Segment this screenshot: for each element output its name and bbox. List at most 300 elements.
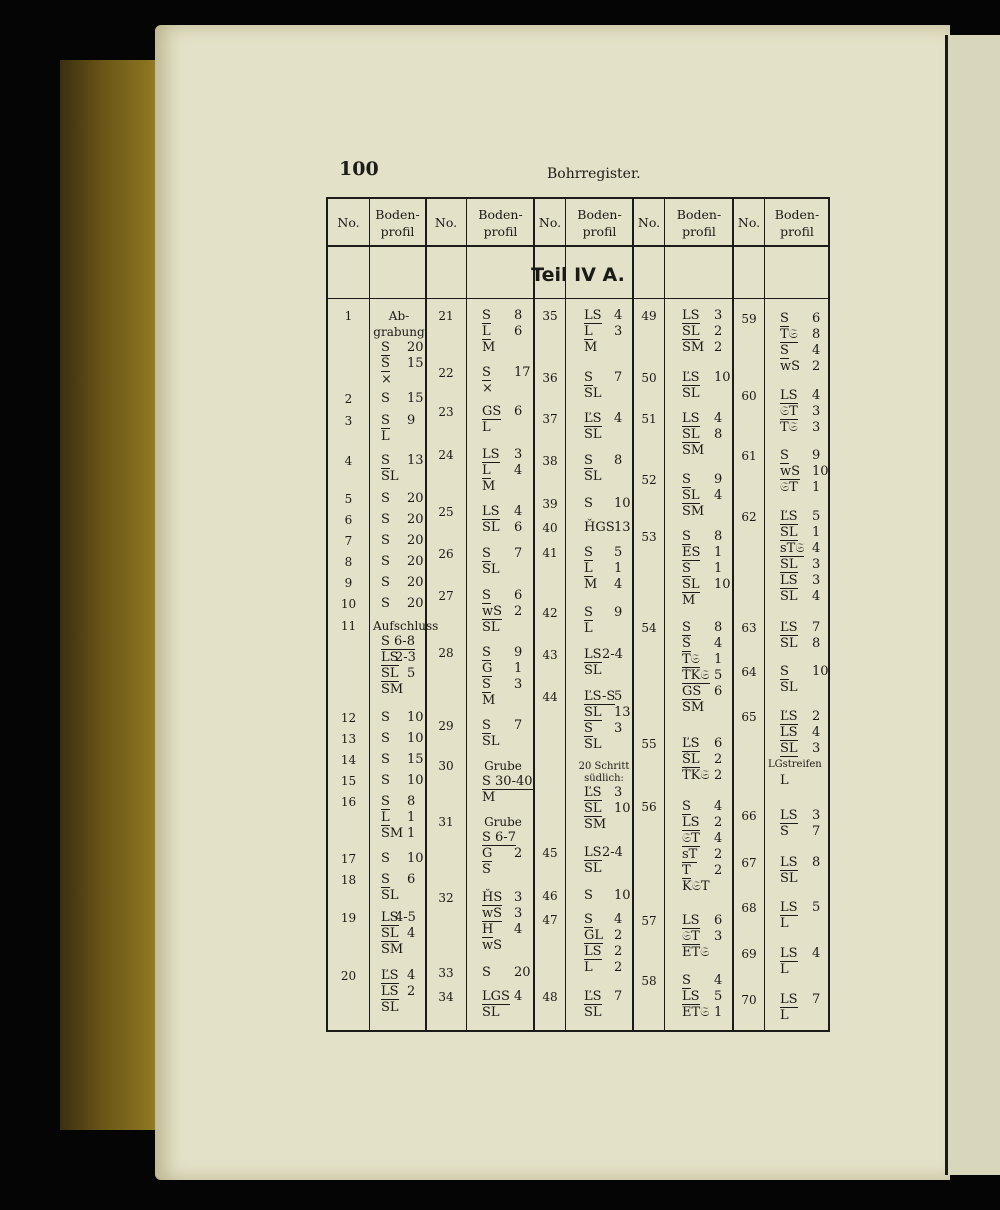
profile-symbol: L <box>780 916 789 931</box>
column-rule <box>632 199 634 1030</box>
profile-thickness: 10 <box>614 888 631 903</box>
profile-thickness: 4 <box>514 989 523 1004</box>
profile-symbol: Ab- <box>388 309 410 323</box>
soil-profile <box>373 453 425 485</box>
entry-number: 1 <box>344 309 353 323</box>
entry-number: 55 <box>641 737 657 751</box>
entry-number: 66 <box>741 809 757 823</box>
soil-profile <box>373 575 425 591</box>
entry-number: 13 <box>340 732 357 746</box>
profile-symbol: S 6-7 <box>482 830 516 845</box>
entry-number: 42 <box>542 606 558 620</box>
entry-number: 47 <box>542 913 558 927</box>
profile-symbol: S <box>584 545 593 560</box>
profile-symbol: wS <box>780 464 801 479</box>
entry-number: 7 <box>344 534 353 548</box>
profile-symbol: S <box>584 496 593 511</box>
soil-profile <box>474 965 532 981</box>
profile-thickness: 2 <box>614 960 623 975</box>
profile-thickness: 3 <box>812 741 821 756</box>
profile-thickness: 4-5 <box>395 910 416 925</box>
profile-symbol: S <box>482 365 491 380</box>
profile-symbol: M <box>482 790 496 805</box>
profile-symbol: S <box>682 799 691 814</box>
profile-thickness: 6 <box>714 736 723 751</box>
profile-symbol: S <box>780 448 789 463</box>
soil-profile <box>474 645 532 709</box>
soil-profile <box>373 731 425 747</box>
profile-symbol: T𝔖 <box>682 652 700 667</box>
profile-symbol: K𝔖T <box>682 879 710 894</box>
profile-symbol: S <box>381 596 390 611</box>
soil-profile <box>474 447 532 495</box>
entry-number: 45 <box>542 846 558 860</box>
profile-symbol: S <box>381 491 390 506</box>
profile-thickness: 20 <box>407 533 424 548</box>
profile-symbol: S <box>381 554 390 569</box>
profile-symbol: LS <box>381 650 399 665</box>
profile-symbol: wS <box>482 938 503 953</box>
profile-symbol: sT𝔖 <box>780 541 805 556</box>
profile-symbol: × <box>381 372 392 387</box>
profile-thickness: 7 <box>812 620 821 635</box>
profile-thickness: 20 <box>407 596 424 611</box>
profile-symbol: ĽS <box>584 411 602 426</box>
profile-symbol: wS <box>482 604 503 619</box>
profile-thickness: 2 <box>714 340 723 355</box>
entry-number: 46 <box>542 889 558 903</box>
soil-profile <box>474 814 532 878</box>
profile-thickness: 8 <box>812 855 821 870</box>
column-rule <box>664 199 665 1030</box>
profile-symbol: LGstreifen <box>768 759 822 770</box>
profile-symbol: H <box>482 922 494 937</box>
profile-symbol: ĽS <box>381 968 399 983</box>
profile-symbol: SL <box>482 562 500 577</box>
profile-thickness: 4 <box>714 973 723 988</box>
profile-symbol: S <box>780 311 789 326</box>
profile-symbol: S 6-8 <box>381 634 415 649</box>
profile-symbol: Aufschluss <box>373 619 439 633</box>
profile-thickness: 10 <box>407 851 424 866</box>
profile-thickness: 15 <box>407 356 424 371</box>
profile-symbol: LS <box>584 647 602 662</box>
profile-symbol: L <box>381 810 390 825</box>
entry-number: 41 <box>542 546 558 560</box>
profile-thickness: 20 <box>514 965 531 980</box>
profile-symbol: S <box>584 370 593 385</box>
soil-profile <box>674 308 732 356</box>
soil-profile <box>474 758 532 806</box>
profile-symbol: S <box>381 575 390 590</box>
soil-profile <box>674 973 732 1021</box>
soil-profile <box>772 855 828 887</box>
column-rule <box>369 199 370 1030</box>
profile-thickness: 6 <box>714 913 723 928</box>
profile-symbol: S <box>584 721 593 736</box>
profile-thickness: 4 <box>614 577 623 592</box>
profile-symbol: südlich: <box>584 773 624 784</box>
soil-profile <box>674 370 732 402</box>
profile-thickness: 6 <box>812 311 821 326</box>
entry-number: 43 <box>542 648 558 662</box>
soil-profile <box>373 773 425 789</box>
profile-thickness: 1 <box>714 652 723 667</box>
soil-profile <box>373 710 425 726</box>
profile-thickness: 2 <box>714 768 723 783</box>
profile-thickness: 4 <box>514 504 523 519</box>
entry-number: 22 <box>438 366 454 380</box>
profile-symbol: SL <box>682 324 700 339</box>
profile-thickness: 5 <box>714 989 723 1004</box>
entry-number: 19 <box>340 911 357 925</box>
profile-symbol: SM <box>682 340 705 355</box>
profile-thickness: 13 <box>614 705 631 720</box>
column-rule <box>425 199 427 1030</box>
profile-thickness: 6 <box>514 324 523 339</box>
profile-thickness: 3 <box>714 929 723 944</box>
profile-symbol: M <box>482 340 496 355</box>
profile-symbol: S <box>482 308 491 323</box>
profile-symbol: SM <box>381 682 404 697</box>
profile-symbol: LGS <box>482 989 510 1004</box>
entry-number: 21 <box>438 309 454 323</box>
profile-symbol: S <box>682 620 691 635</box>
profile-symbol: SM <box>682 504 705 519</box>
profile-thickness: 2 <box>812 709 821 724</box>
profile-thickness: 2 <box>514 604 523 619</box>
profile-symbol: 𝔖T <box>682 831 700 846</box>
profile-symbol: S <box>381 391 390 406</box>
entry-number: 53 <box>641 530 657 544</box>
profile-thickness: 15 <box>407 391 424 406</box>
profile-symbol: SL <box>381 888 399 903</box>
entry-number: 14 <box>340 753 357 767</box>
profile-thickness: 1 <box>812 525 821 540</box>
column-header-profil: Boden- profil <box>676 206 722 239</box>
profile-symbol: × <box>482 381 493 396</box>
profile-thickness: 2 <box>614 928 623 943</box>
soil-profile <box>474 588 532 636</box>
profile-symbol: SL <box>780 871 798 886</box>
profile-symbol: ĽS-S <box>584 689 616 704</box>
profile-thickness: 9 <box>614 605 623 620</box>
entry-number: 60 <box>741 389 757 403</box>
profile-symbol: ET𝔖 <box>682 1005 710 1020</box>
profile-symbol: sT <box>682 847 698 862</box>
profile-thickness: 17 <box>514 365 531 380</box>
profile-symbol: S <box>381 512 390 527</box>
profile-symbol: M <box>584 577 598 592</box>
column-rule <box>466 199 467 1030</box>
profile-thickness: 4 <box>812 388 821 403</box>
profile-thickness: 3 <box>514 677 523 692</box>
profile-thickness: 13 <box>614 520 631 535</box>
profile-symbol: LS <box>584 308 602 323</box>
profile-symbol: S̃ <box>381 356 390 371</box>
profile-symbol: S <box>584 912 593 927</box>
profile-thickness: 4 <box>714 488 723 503</box>
soil-profile <box>373 413 425 445</box>
profile-thickness: 3 <box>614 785 623 800</box>
profile-thickness: 4 <box>812 541 821 556</box>
profile-symbol: S <box>381 872 390 887</box>
book-spine-edge <box>60 60 170 1130</box>
profile-symbol: S <box>381 413 390 428</box>
profile-thickness: 5 <box>614 545 623 560</box>
entry-number: 31 <box>438 815 454 829</box>
entry-number: 34 <box>438 990 454 1004</box>
profile-thickness: 5 <box>714 668 723 683</box>
profile-symbol: S <box>682 973 691 988</box>
profile-thickness: 8 <box>812 327 821 342</box>
entry-number: 29 <box>438 719 454 733</box>
profile-symbol: 𝔖T <box>780 480 798 495</box>
profile-thickness: 8 <box>714 427 723 442</box>
profile-thickness: 4 <box>407 968 416 983</box>
soil-profile <box>772 311 828 375</box>
profile-thickness: 1 <box>812 480 821 495</box>
profile-thickness: 6 <box>514 520 523 535</box>
soil-profile <box>576 989 632 1021</box>
profile-symbol: ŤK𝔖 <box>682 768 710 783</box>
profile-symbol: LS <box>780 725 798 740</box>
profile-symbol: SL <box>780 557 798 572</box>
profile-symbol: S <box>381 794 390 809</box>
profile-symbol: SL <box>381 1000 399 1015</box>
profile-thickness: 1 <box>407 826 416 841</box>
profile-symbol: S <box>482 718 491 733</box>
profile-symbol: S <box>381 773 390 788</box>
profile-symbol: M <box>584 340 598 355</box>
profile-symbol: LS <box>682 913 700 928</box>
profile-thickness: 8 <box>614 453 623 468</box>
profile-thickness: 4 <box>614 308 623 323</box>
column-header-profil: Boden- profil <box>375 206 420 239</box>
profile-symbol: M <box>482 693 496 708</box>
profile-symbol: LS <box>780 388 798 403</box>
profile-symbol: T𝔖 <box>780 420 798 435</box>
soil-profile <box>474 308 532 356</box>
profile-symbol: S <box>381 752 390 767</box>
profile-thickness: 7 <box>812 992 821 1007</box>
profile-thickness: 3 <box>614 324 623 339</box>
profile-symbol: L <box>482 420 491 435</box>
profile-symbol: LS <box>381 984 399 999</box>
profile-symbol: LS <box>780 855 798 870</box>
profile-thickness: 4 <box>407 926 416 941</box>
profile-thickness: 4 <box>812 589 821 604</box>
profile-thickness: 7 <box>514 718 523 733</box>
entry-number: 10 <box>340 597 357 611</box>
profile-symbol: ET𝔖 <box>682 945 710 960</box>
column-header-profil: Boden- profil <box>478 206 523 239</box>
profile-thickness: 3 <box>614 721 623 736</box>
profile-symbol: SL <box>584 1005 602 1020</box>
profile-thickness: 20 <box>407 491 424 506</box>
profile-thickness: 3 <box>714 308 723 323</box>
soil-profile <box>674 913 732 961</box>
profile-symbol: LS <box>682 411 700 426</box>
profile-thickness: 6 <box>714 684 723 699</box>
profile-thickness: 4 <box>812 343 821 358</box>
profile-thickness: 4 <box>714 799 723 814</box>
soil-profile <box>373 554 425 570</box>
soil-profile <box>576 605 632 637</box>
profile-thickness: 2 <box>407 984 416 999</box>
profile-thickness: 7 <box>614 370 623 385</box>
profile-symbol: 𝔖T <box>682 929 700 944</box>
profile-thickness: 4 <box>714 831 723 846</box>
profile-symbol: T𝔖 <box>780 327 798 342</box>
profile-symbol: S <box>682 561 691 576</box>
entry-number: 11 <box>340 619 357 633</box>
entry-number: 6 <box>344 513 353 527</box>
entry-number: 70 <box>741 993 757 1007</box>
profile-thickness: 10 <box>407 773 424 788</box>
profile-symbol: SM <box>682 700 705 715</box>
soil-profile <box>772 664 828 696</box>
profile-symbol: S <box>381 851 390 866</box>
section-title: Teil IV A. <box>531 264 625 286</box>
profile-symbol: SL <box>682 386 700 401</box>
soil-profile <box>373 533 425 549</box>
soil-profile <box>674 799 732 895</box>
entry-number: 58 <box>641 974 657 988</box>
entry-number: 27 <box>438 589 454 603</box>
column-header-profil: Boden- profil <box>774 206 820 239</box>
profile-symbol: LS <box>381 910 399 925</box>
profile-symbol: SL <box>584 663 602 678</box>
profile-symbol: S̃ <box>682 636 691 651</box>
profile-thickness: 3 <box>514 447 523 462</box>
profile-symbol: LS <box>780 808 798 823</box>
profile-symbol: G <box>482 661 493 676</box>
entry-number: 67 <box>741 856 757 870</box>
profile-thickness: 9 <box>514 645 523 660</box>
entry-number: 15 <box>340 774 357 788</box>
profile-symbol: S <box>780 343 789 358</box>
entry-number: 28 <box>438 646 454 660</box>
profile-symbol: S <box>482 965 491 980</box>
profile-symbol: S <box>381 731 390 746</box>
profile-symbol: SL <box>780 525 798 540</box>
profile-symbol: Grube <box>484 815 522 829</box>
soil-profile <box>674 411 732 459</box>
profile-thickness: 1 <box>714 545 723 560</box>
profile-symbol: GS <box>482 404 502 419</box>
profile-thickness: 2 <box>714 863 723 878</box>
profile-thickness: 1 <box>514 661 523 676</box>
soil-profile <box>373 910 425 958</box>
profile-symbol: LS <box>482 504 500 519</box>
profile-thickness: 3 <box>514 890 523 905</box>
bohrregister-table <box>326 197 830 1032</box>
soil-profile <box>373 968 425 1016</box>
entry-number: 61 <box>741 449 757 463</box>
soil-profile <box>772 509 828 605</box>
column-header-no: No. <box>737 215 761 230</box>
profile-symbol: G <box>482 846 493 861</box>
entry-number: 50 <box>641 371 657 385</box>
profile-thickness: 8 <box>714 529 723 544</box>
entry-number: 39 <box>542 497 558 511</box>
entry-number: 16 <box>340 795 357 809</box>
entry-number: 37 <box>542 412 558 426</box>
profile-symbol: L <box>780 773 789 788</box>
profile-symbol: wS <box>482 906 503 921</box>
profile-symbol: L <box>780 1008 789 1023</box>
profile-symbol: LS <box>682 815 700 830</box>
soil-profile <box>373 491 425 507</box>
profile-thickness: 4 <box>812 725 821 740</box>
profile-symbol: ȞGS <box>584 520 615 535</box>
section-rule <box>328 298 828 299</box>
entry-number: 44 <box>542 690 558 704</box>
profile-thickness: 5 <box>812 509 821 524</box>
profile-thickness: 3 <box>514 906 523 921</box>
profile-symbol: L <box>482 324 491 339</box>
profile-symbol: 𝔖T <box>780 404 798 419</box>
column-rule <box>764 199 765 1030</box>
soil-profile <box>373 596 425 612</box>
entry-number: 36 <box>542 371 558 385</box>
soil-profile <box>576 647 632 679</box>
profile-thickness: 10 <box>407 710 424 725</box>
profile-symbol: S <box>381 453 390 468</box>
soil-profile <box>373 752 425 768</box>
entry-number: 38 <box>542 454 558 468</box>
entry-number: 57 <box>641 914 657 928</box>
profile-thickness: 6 <box>514 588 523 603</box>
entry-number: 65 <box>741 710 757 724</box>
profile-thickness: 5 <box>812 900 821 915</box>
profile-symbol: ĽS <box>682 370 700 385</box>
adjacent-page <box>945 35 1000 1175</box>
profile-thickness: 20 <box>407 575 424 590</box>
profile-symbol: L <box>482 463 491 478</box>
soil-profile <box>674 620 732 716</box>
profile-symbol: 20 Schritt <box>578 761 630 772</box>
profile-symbol: GL <box>584 928 604 943</box>
entry-number: 8 <box>344 555 353 569</box>
profile-thickness: 10 <box>812 464 829 479</box>
soil-profile <box>576 370 632 402</box>
profile-symbol: ȞS <box>482 890 503 905</box>
profile-thickness: 3 <box>812 808 821 823</box>
profile-symbol: ĽS <box>780 709 798 724</box>
entry-number: 4 <box>344 454 353 468</box>
profile-thickness: 4 <box>514 922 523 937</box>
profile-thickness: 15 <box>407 752 424 767</box>
profile-symbol: Grube <box>484 759 522 773</box>
profile-thickness: 4 <box>614 411 623 426</box>
profile-thickness: 13 <box>407 453 424 468</box>
profile-thickness: 20 <box>407 512 424 527</box>
profile-symbol: S <box>482 645 491 660</box>
profile-thickness: 2-3 <box>395 650 416 665</box>
soil-profile <box>576 689 632 753</box>
entry-number: 51 <box>641 412 657 426</box>
profile-symbol: L <box>780 962 789 977</box>
soil-profile <box>674 736 732 784</box>
profile-symbol: LS <box>482 447 500 462</box>
profile-thickness: 8 <box>407 794 416 809</box>
profile-thickness: 1 <box>714 1005 723 1020</box>
profile-symbol: S 30-40 <box>482 774 533 789</box>
entry-number: 2 <box>344 392 353 406</box>
profile-symbol: SL <box>482 520 500 535</box>
